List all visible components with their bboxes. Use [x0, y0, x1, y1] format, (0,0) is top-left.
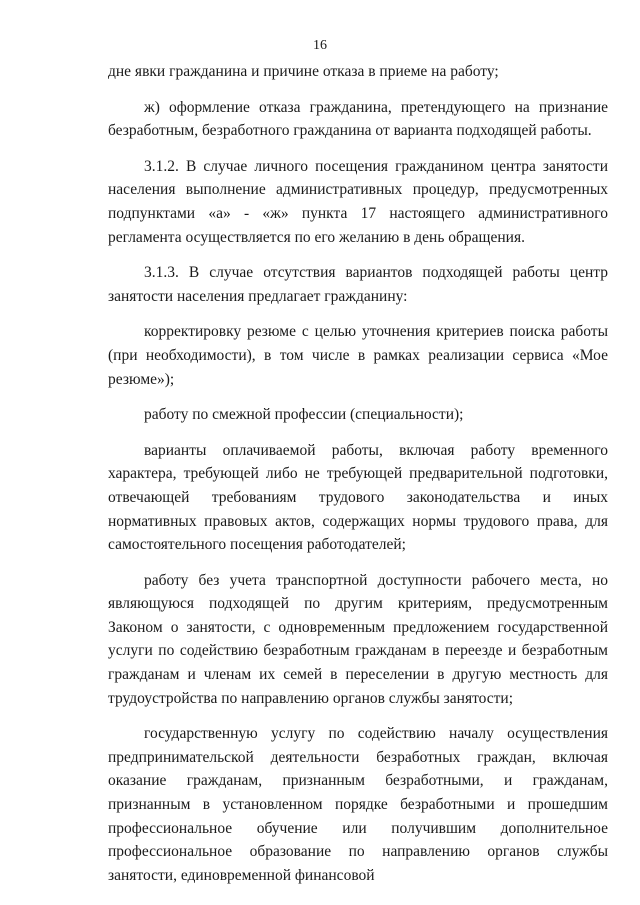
- paragraph-paid-work-options: варианты оплачиваемой работы, включая работу временного характера, требующей либо не требующей предварительной подготовки, отвечающей требованиям трудового законодательства и иных нормативных правовых актов, содержащих нормы трудового права, для самостоятельного посещения работодателей;: [108, 441, 608, 554]
- paragraph-3-1-2: 3.1.2. В случае личного посещения гражданином центра занятости населения выполнение административных процедур, предусмотренных подпунктами «а» - «ж» пункта 17 настоящего административного регламента осуществляется по его желанию в день обращения.: [108, 157, 608, 246]
- paragraph-item-zh: ж) оформление отказа гражданина, претендующего на признание безработным, безработного гражданина от варианта подходящей работы.: [108, 98, 608, 140]
- paragraph-resume-correction: корректировку резюме с целью уточнения критериев поиска работы (при необходимости), в том числе в рамках реализации сервиса «Мое резюме»);: [108, 323, 608, 388]
- paragraph-work-without-transport: работу без учета транспортной доступности рабочего места, но являющуюся подходящей по другим критериям, предусмотренным Законом о занятости, с одновременным предложением государственной услуги по содействию безработным гражданам в переезде и безработным гражданам и членам их семей в переселении в другую местность для трудоустройства по направлению органов службы занятости;: [108, 571, 608, 707]
- paragraph-continuation: дне явки гражданина и причине отказа в приеме на работу;: [108, 63, 499, 80]
- paragraph-entrepreneurship-service: государственную услугу по содействию началу осуществления предпринимательской деятельности безработных граждан, включая оказание гражданам, признанным безработными, и гражданам, признанным в установленном порядке безработными и прошедшим профессиональное обучение или получившим дополнительное профессиональное образование по направлению органов службы занятости, единовременной финансовой: [108, 725, 608, 884]
- document-body: [108, 60, 608, 887]
- paragraph-related-profession: работу по смежной профессии (специальности);: [144, 406, 464, 424]
- page-number: 16: [313, 38, 327, 53]
- paragraph-3-1-3: 3.1.3. В случае отсутствия вариантов подходящей работы центр занятости населения предлагает гражданину:: [108, 264, 608, 305]
